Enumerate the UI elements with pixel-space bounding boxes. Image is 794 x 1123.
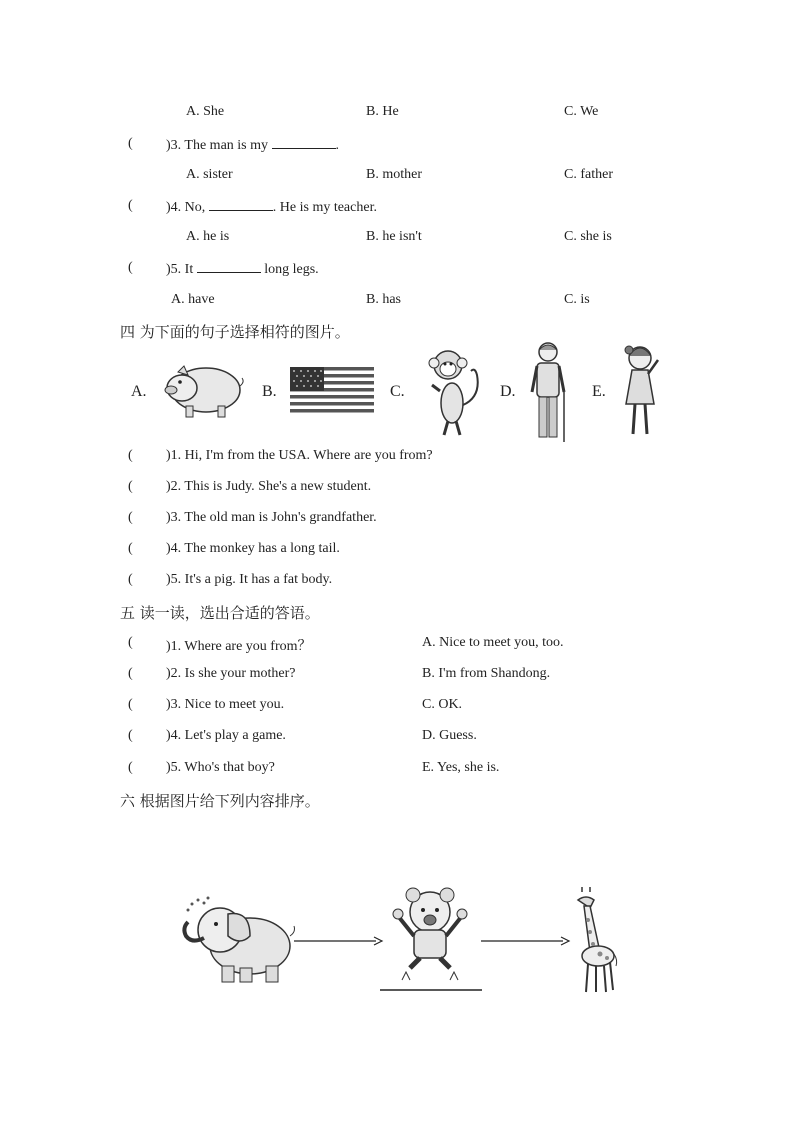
picture-item-3: )3. The old man is John's grandfather.: [166, 510, 377, 525]
match-question-5: )5. Who's that boy?: [166, 760, 275, 775]
match-answer-a: A. Nice to meet you, too.: [422, 635, 564, 650]
q4-option-a: A. he is: [186, 229, 230, 244]
match-answer-d: D. Guess.: [422, 728, 477, 743]
picture-item-4: )4. The monkey has a long tail.: [166, 541, 340, 556]
question-3: )3. The man is my .: [166, 138, 340, 153]
q5-option-a: A. have: [171, 292, 215, 307]
section-5-heading: 五 读一读，选出合适的答语。: [120, 604, 320, 622]
answer-paren: (: [128, 541, 133, 556]
match-question-3: )3. Nice to meet you.: [166, 697, 285, 712]
q2-option-c: C. We: [564, 104, 599, 119]
giraffe-picture: [560, 886, 620, 996]
picture-item-5: )5. It's a pig. It has a fat body.: [166, 572, 333, 587]
usa-flag-picture: [290, 367, 374, 413]
picture-label-e: E.: [592, 383, 606, 400]
bear-picture: [380, 882, 484, 994]
q4-option-b: B. he isn't: [366, 229, 422, 244]
q5-option-b: B. has: [366, 292, 401, 307]
answer-blank: [272, 136, 336, 149]
answer-paren: (: [128, 635, 133, 650]
answer-paren: (: [128, 448, 133, 463]
q5-option-c: C. is: [564, 292, 590, 307]
pig-picture: [160, 362, 244, 420]
match-question-2: )2. Is she your mother?: [166, 666, 296, 681]
answer-paren: (: [128, 666, 133, 681]
answer-blank: [197, 260, 261, 273]
answer-paren: (: [128, 760, 133, 775]
arrow-right-icon: [481, 934, 571, 948]
picture-item-1: )1. Hi, I'm from the USA. Where are you from?: [166, 448, 433, 463]
q3-option-c: C. father: [564, 167, 613, 182]
answer-paren: (: [128, 728, 133, 743]
elephant-picture: [178, 894, 296, 986]
arrow-right-icon: [294, 934, 384, 948]
q2-option-a: A. She: [186, 104, 225, 119]
match-question-4: )4. Let's play a game.: [166, 728, 286, 743]
q4-option-c: C. she is: [564, 229, 612, 244]
monkey-picture: [420, 345, 484, 439]
question-4: )4. No, . He is my teacher.: [166, 200, 377, 215]
match-answer-e: E. Yes, she is.: [422, 760, 500, 775]
section-4-heading: 四 为下面的句子选择相符的图片。: [120, 323, 350, 341]
answer-paren: (: [128, 136, 133, 151]
q3-option-b: B. mother: [366, 167, 422, 182]
girl-picture: [620, 342, 666, 442]
answer-paren: (: [128, 572, 133, 587]
q2-option-b: B. He: [366, 104, 399, 119]
answer-paren: (: [128, 479, 133, 494]
question-5: )5. It long legs.: [166, 262, 319, 277]
old-man-picture: [526, 340, 570, 444]
answer-paren: (: [128, 260, 133, 275]
match-answer-b: B. I'm from Shandong.: [422, 666, 551, 681]
picture-label-a: A.: [131, 383, 147, 400]
answer-blank: [209, 198, 273, 211]
match-answer-c: C. OK.: [422, 697, 463, 712]
q3-option-a: A. sister: [186, 167, 233, 182]
section-6-heading: 六 根据图片给下列内容排序。: [120, 792, 320, 810]
picture-label-d: D.: [500, 383, 516, 400]
picture-label-c: C.: [390, 383, 405, 400]
picture-label-b: B.: [262, 383, 277, 400]
answer-paren: (: [128, 697, 133, 712]
picture-item-2: )2. This is Judy. She's a new student.: [166, 479, 372, 494]
answer-paren: (: [128, 510, 133, 525]
match-question-1: )1. Where are you from？: [166, 639, 312, 654]
answer-paren: (: [128, 198, 133, 213]
